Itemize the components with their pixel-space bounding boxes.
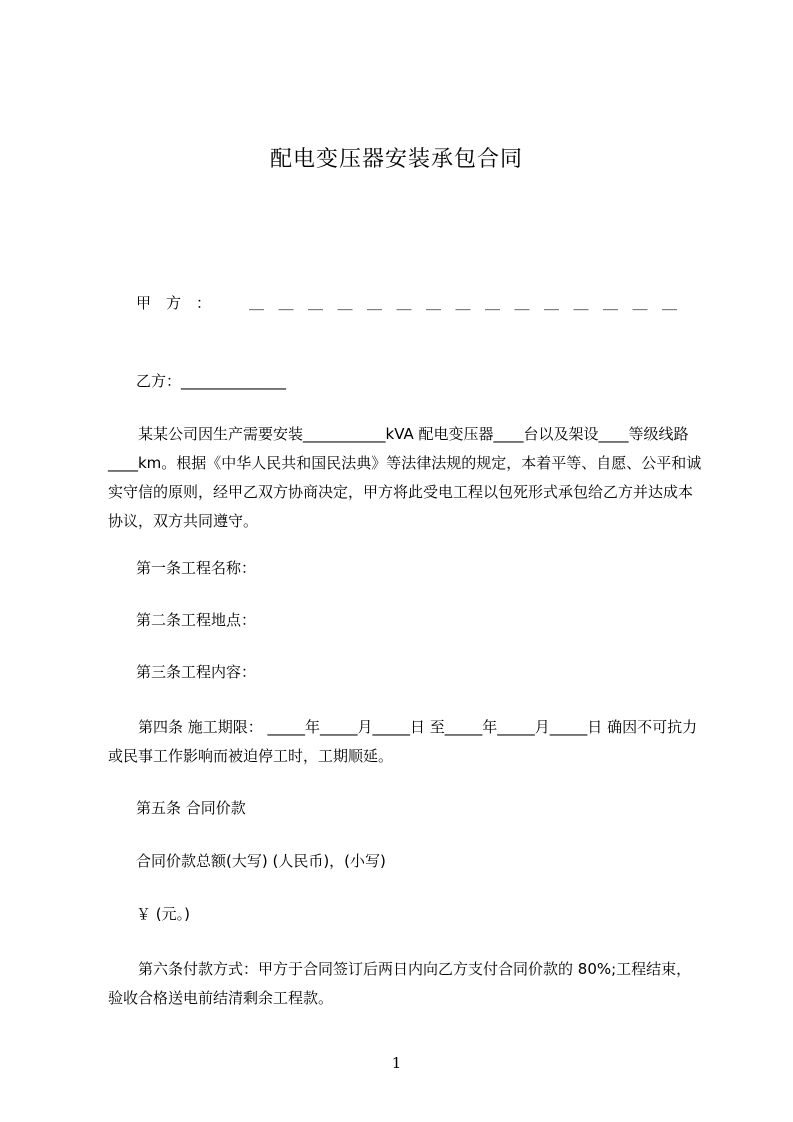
party-a-label: 甲 方 ： bbox=[136, 294, 212, 312]
party-a-line bbox=[136, 290, 692, 316]
page-number: 1 bbox=[391, 1054, 402, 1072]
article-5: 第五条 合同价款 bbox=[136, 799, 246, 817]
article-6: 第六条付款方式：甲方于合同签订后两日内向乙方支付合同价款的 80%;工程结束，验收合格送电前结清剩余工程款。 bbox=[108, 960, 692, 1007]
article-2: 第二条工程地点： bbox=[136, 611, 257, 629]
party-b-line: 乙方：______________ bbox=[136, 372, 287, 390]
contract-title: 配电变压器安装承包合同 bbox=[269, 147, 523, 172]
article-4: 第四条 施工期限： _____年_____月_____日 至_____年_____月_____日 确因不可抗力或民事工作影响而被迫停工时，工期顺延。 bbox=[108, 718, 698, 765]
article-1: 第一条工程名称： bbox=[136, 559, 257, 577]
intro-paragraph: 某某公司因生产需要安装___________kVA 配电变压器____台以及架设____等级线路____km。根据《中华人民共和国民法典》等法律法规的规定，本着平等、自愿、公平和诚实守信的原则，经甲乙双方协商决定，甲方将此受电工程以包死形式承包给乙方并达成本协议，双方共同遵守。 bbox=[108, 425, 702, 530]
party-a-blank: ＿＿＿＿＿＿＿＿＿＿＿＿＿＿＿ bbox=[249, 294, 692, 312]
price-total-line: 合同价款总额(大写) (人民币)，(小写) bbox=[136, 852, 386, 870]
price-yuan-line: ￥ (元。) bbox=[136, 905, 190, 923]
article-3: 第三条工程内容： bbox=[136, 663, 257, 681]
